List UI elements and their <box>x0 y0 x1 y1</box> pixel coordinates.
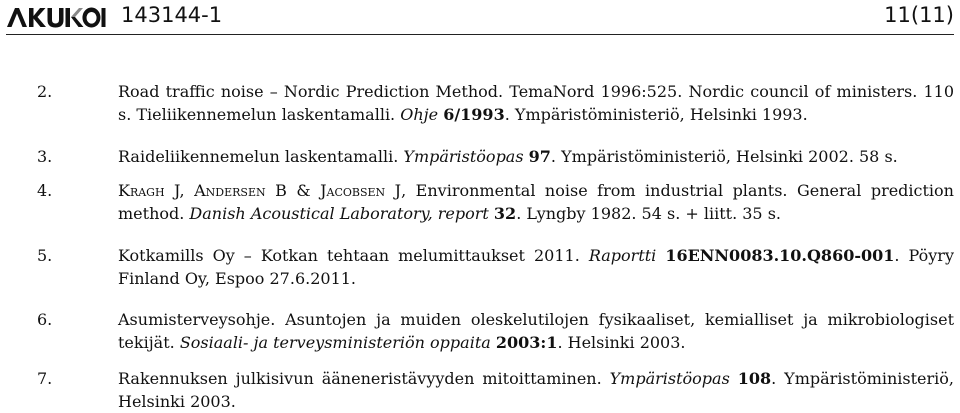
reference-segment: , Environmental noise from industrial plants. General prediction method. <box>118 181 954 223</box>
reference-segment: 32 <box>493 204 517 223</box>
reference-number: 7. <box>37 369 53 388</box>
reference-text <box>118 145 954 168</box>
reference-number: 6. <box>37 310 53 329</box>
reference-segment: Ohje <box>400 105 439 124</box>
reference-text <box>118 80 954 126</box>
reference-segment: Rakennuksen julkisivun ääneneristävyyden mitoittaminen. <box>118 369 610 388</box>
reference-segment: . Ympäristöministeriö, Helsinki 2003. <box>118 369 955 411</box>
reference-segment: Kragh J, Andersen B & Jacobsen J <box>118 181 402 200</box>
reference-segment: 16ENN0083.10.Q860-001 <box>665 246 895 265</box>
reference-segment: . Ympäristöministeriö, Helsinki 1993. <box>504 105 808 124</box>
reference-segment: 2003:1 <box>495 333 558 352</box>
reference-number: 2. <box>37 82 53 101</box>
reference-segment <box>656 246 665 265</box>
reference-segment: Road traffic noise – Nordic Prediction Method. TemaNord 1996:525. Nordic council of ministers. 110 s. Tieliikennemelun laskentamalli. <box>118 82 954 124</box>
reference-segment: Raportti <box>588 246 657 265</box>
reference-segment: Kotkamills Oy – Kotkan tehtaan melumittaukset 2011. <box>118 246 589 265</box>
akukon-logo <box>6 6 106 28</box>
reference-text <box>118 179 954 225</box>
reference-number: 4. <box>37 181 53 200</box>
reference-segment: Danish Acoustical Laboratory, report <box>189 204 489 223</box>
document-id: 143144-1 <box>121 3 223 27</box>
reference-text <box>118 308 954 354</box>
reference-text <box>118 367 954 413</box>
reference-segment: . Pöyry Finland Oy, Espoo 27.6.2011. <box>118 246 954 288</box>
reference-segment: 108 <box>737 369 772 388</box>
reference-segment: Raideliikennemelun laskentamalli. <box>118 147 404 166</box>
reference-number: 3. <box>37 147 53 166</box>
reference-segment: 6/1993 <box>443 105 505 124</box>
page-number: 11(11) <box>884 3 954 27</box>
reference-segment: Ympäristöopas <box>403 147 524 166</box>
reference-segment <box>730 369 738 388</box>
header-divider <box>6 34 954 35</box>
reference-segment: Asumisterveysohje. Asuntojen ja muiden oleskelutilojen fysikaaliset, kemialliset ja mikrobiologiset tekijät. <box>118 310 954 352</box>
reference-number: 5. <box>37 246 53 265</box>
reference-segment: . Helsinki 2003. <box>557 333 686 352</box>
page-header <box>0 0 960 36</box>
reference-text <box>118 244 954 290</box>
reference-segment: . Lyngby 1982. 54 s. + liitt. 35 s. <box>516 204 781 223</box>
reference-segment: . Ympäristöministeriö, Helsinki 2002. 58 s. <box>550 147 898 166</box>
reference-segment: Ympäristöopas <box>609 369 730 388</box>
reference-segment: Sosiaali- ja terveysministeriön oppaita <box>179 333 491 352</box>
reference-segment: 97 <box>528 147 551 166</box>
